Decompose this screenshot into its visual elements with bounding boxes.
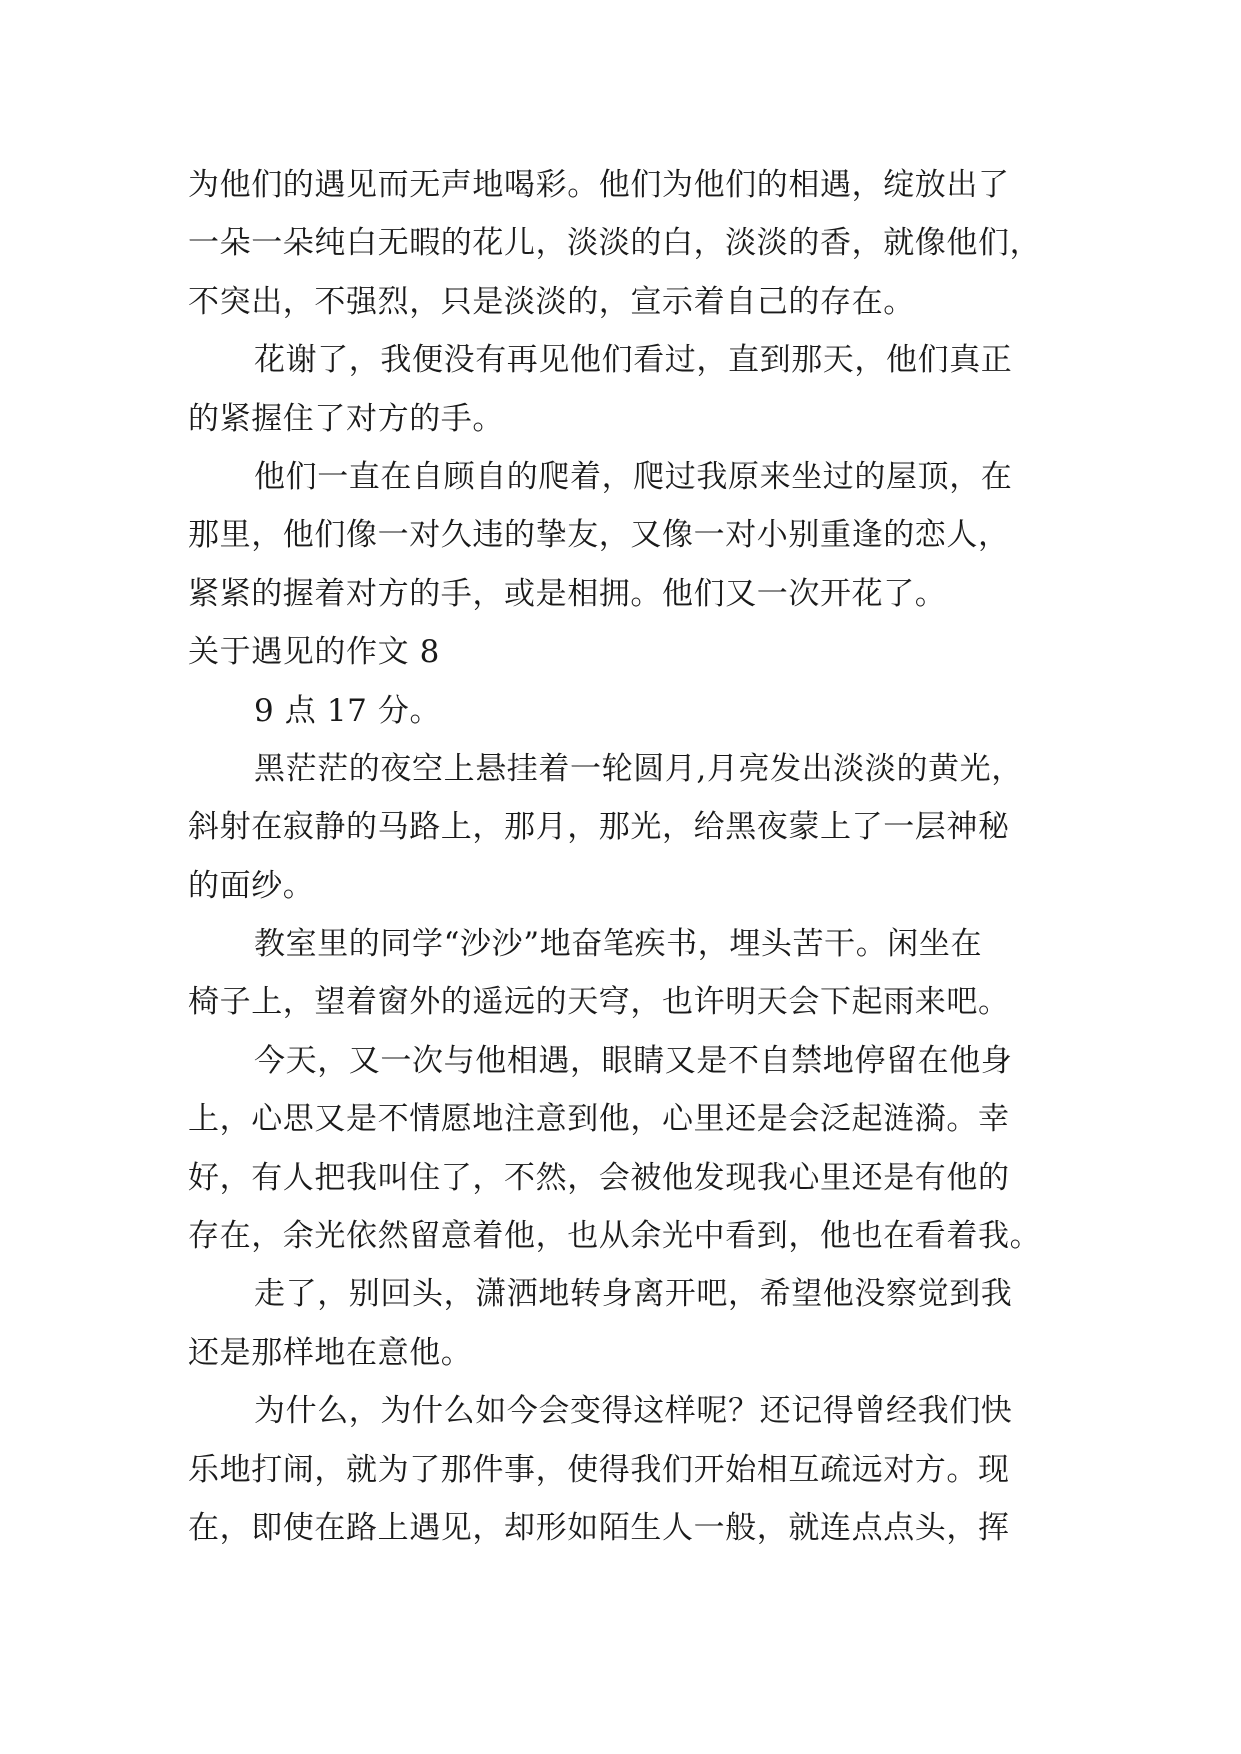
text-line: 黑茫茫的夜空上悬挂着一轮圆月,月亮发出淡淡的黄光， xyxy=(254,750,1023,787)
text-line: 乐地打闹，就为了那件事，使得我们开始相互疏远对方。现 xyxy=(188,1451,1010,1488)
text-line: 的面纱。 xyxy=(188,867,315,904)
text-line: 紧紧的握着对方的手，或是相拥。他们又一次开花了。 xyxy=(188,575,947,612)
text-line: 今天，又一次与他相遇，眼睛又是不自禁地停留在他身 xyxy=(254,1042,1013,1079)
text-line: 9 点 17 分。 xyxy=(254,692,442,729)
text-line: 为什么，为什么如今会变得这样呢？还记得曾经我们快 xyxy=(254,1393,1013,1430)
text-line: 好，有人把我叫住了，不然，会被他发现我心里还是有他的 xyxy=(188,1159,1010,1196)
text-line: 还是那样地在意他。 xyxy=(188,1334,473,1371)
text-line: 教室里的同学“沙沙”地奋笔疾书，埋头苦干。闲坐在 xyxy=(254,926,983,963)
text-line: 斜射在寂静的马路上，那月，那光，给黑夜蒙上了一层神秘 xyxy=(188,809,1010,846)
text-line: 不突出，不强烈，只是淡淡的，宣示着自己的存在。 xyxy=(188,283,915,320)
text-line: 上，心思又是不情愿地注意到他，心里还是会泛起涟漪。幸 xyxy=(188,1101,1010,1138)
text-line: 花谢了，我便没有再见他们看过，直到那天，他们真正 xyxy=(254,342,1013,379)
text-line: 在，即使在路上遇见，却形如陌生人一般，就连点点头，挥 xyxy=(188,1509,1010,1546)
text-line: 他们一直在自顾自的爬着，爬过我原来坐过的屋顶，在 xyxy=(254,458,1013,495)
text-line: 走了，别回头，潇洒地转身离开吧，希望他没察觉到我 xyxy=(254,1276,1013,1313)
text-line: 的紧握住了对方的手。 xyxy=(188,400,504,437)
text-line: 那里，他们像一对久违的挚友，又像一对小别重逢的恋人， xyxy=(188,517,1010,554)
document-body xyxy=(188,156,1068,1557)
text-line: 为他们的遇见而无声地喝彩。他们为他们的相遇，绽放出了 xyxy=(188,167,1010,203)
section-heading: 关于遇见的作文 8 xyxy=(188,634,440,671)
text-line: 一朵一朵纯白无暇的花儿，淡淡的白，淡淡的香，就像他们， xyxy=(188,225,1042,262)
text-line: 椅子上，望着窗外的遥远的天穹，也许明天会下起雨来吧。 xyxy=(188,984,1010,1021)
text-line: 存在，余光依然留意着他，也从余光中看到，他也在看着我。 xyxy=(188,1218,1042,1255)
